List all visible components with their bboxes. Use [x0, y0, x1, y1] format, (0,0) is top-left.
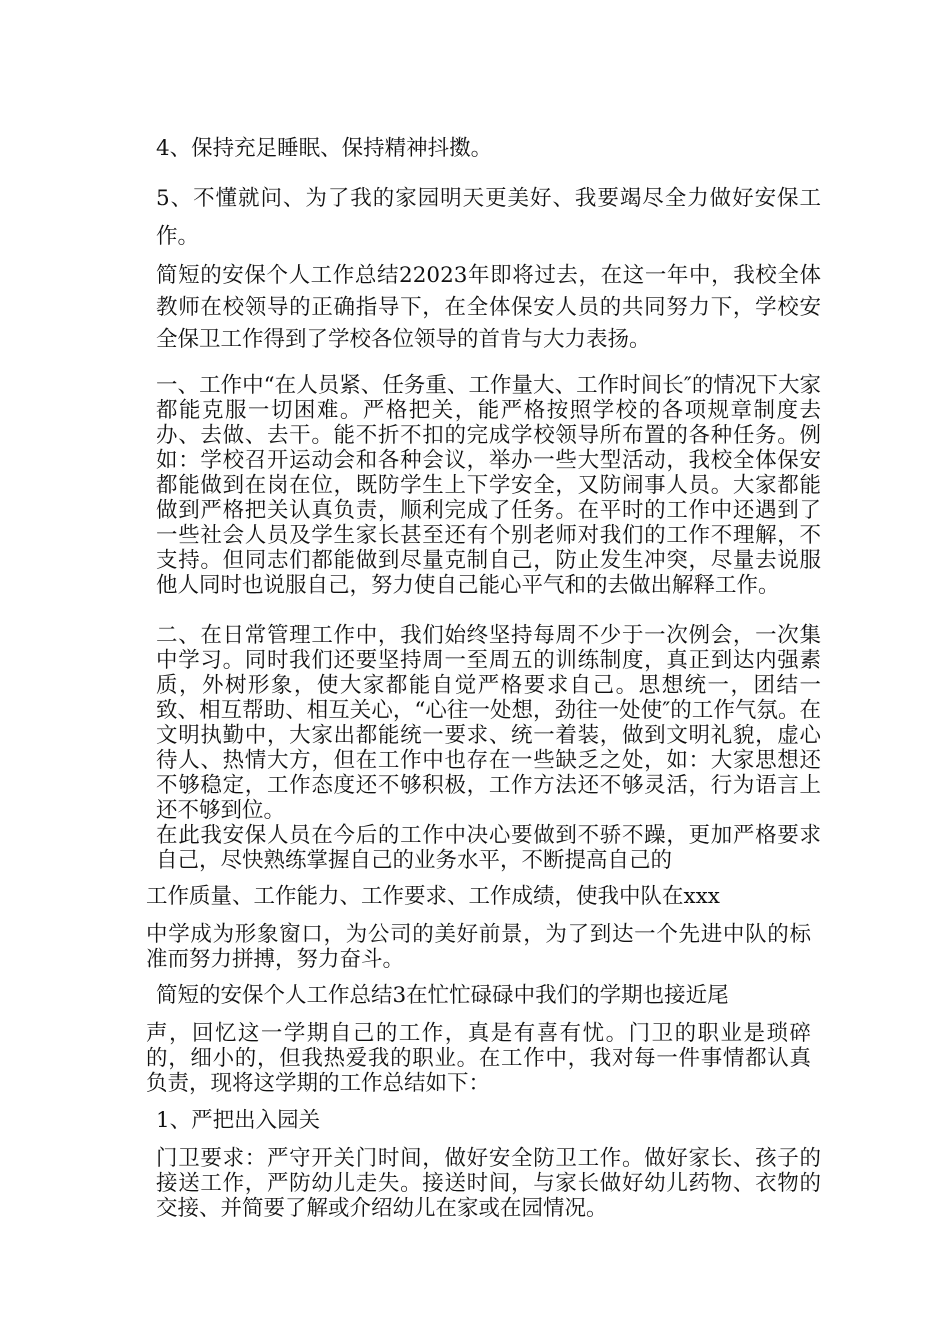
- paragraph-5: 二、在日常管理工作中，我们始终坚持每周不少于一次例会，一次集中学习。同时我们还要坚持周一至周五的训练制度，真正到达内强素质，外树形象，使大家都能自觉严格要求自己。思想统一，团结一致、相互帮助、相互关心，“心往一处想，劲往一处使″的工作气氛。在文明执勤中，大家出都能统一要求、统一着装，做到文明礼貌，虚心待人、热情大方，但在工作中也存在一些缺乏之处，如：大家思想还不够稳定，工作态度还不够积极，工作方法还不够灵活，行为语言上还不够到位。: [156, 623, 821, 823]
- paragraph-6: 在此我安保人员在今后的工作中决心要做到不骄不躁，更加严格要求自己，尽快熟练掌握自己的业务水平，不断提高自己的: [156, 823, 821, 873]
- paragraph-9: 简短的安保个人工作总结3在忙忙碌碌中我们的学期也接近尾: [156, 983, 729, 1008]
- paragraph-7: 工作质量、工作能力、工作要求、工作成绩，使我中队在xxx: [146, 884, 720, 909]
- paragraph-11: 1、严把出入园关: [156, 1108, 321, 1133]
- paragraph-1: 4、保持充足睡眠、保持精神抖擞。: [156, 136, 493, 161]
- paragraph-8: 中学成为形象窗口，为公司的美好前景，为了到达一个先进中队的标准而努力拼搏，努力奋斗。: [146, 922, 811, 972]
- paragraph-10: 声，回忆这一学期自己的工作，真是有喜有忧。门卫的职业是琐碎的，细小的，但我热爱我的职业。在工作中，我对每一件事情都认真负责，现将这学期的工作总结如下：: [146, 1021, 811, 1096]
- paragraph-2: 5、不懂就问、为了我的家园明天更美好、我要竭尽全力做好安保工作。: [156, 186, 821, 249]
- paragraph-4: 一、工作中“在人员紧、任务重、工作量大、工作时间长″的情况下大家都能克服一切困难。严格把关，能严格按照学校的各项规章制度去办、去做、去干。能不折不扣的完成学校领导所布置的各种任务。例如：学校召开运动会和各种会议，举办一些大型活动，我校全体保安都能做到在岗在位，既防学生上下学安全，又防闹事人员。大家都能做到严格把关认真负责，顺利完成了任务。在平时的工作中还遇到了一些社会人员及学生家长甚至还有个别老师对我们的工作不理解，不支持。但同志们都能做到尽量克制自己，防止发生冲突，尽量去说服他人同时也说服自己，努力使自己能心平气和的去做出解释工作。: [156, 373, 821, 598]
- paragraph-12: 门卫要求：严守开关门时间，做好安全防卫工作。做好家长、孩子的接送工作，严防幼儿走失。接送时间，与家长做好幼儿药物、衣物的交接、并简要了解或介绍幼儿在家或在园情况。: [156, 1146, 821, 1221]
- paragraph-3: 简短的安保个人工作总结22023年即将过去，在这一年中，我校全体教师在校领导的正确指导下，在全体保安人员的共同努力下，学校安全保卫工作得到了学校各位领导的首肯与大力表扬。: [156, 263, 821, 352]
